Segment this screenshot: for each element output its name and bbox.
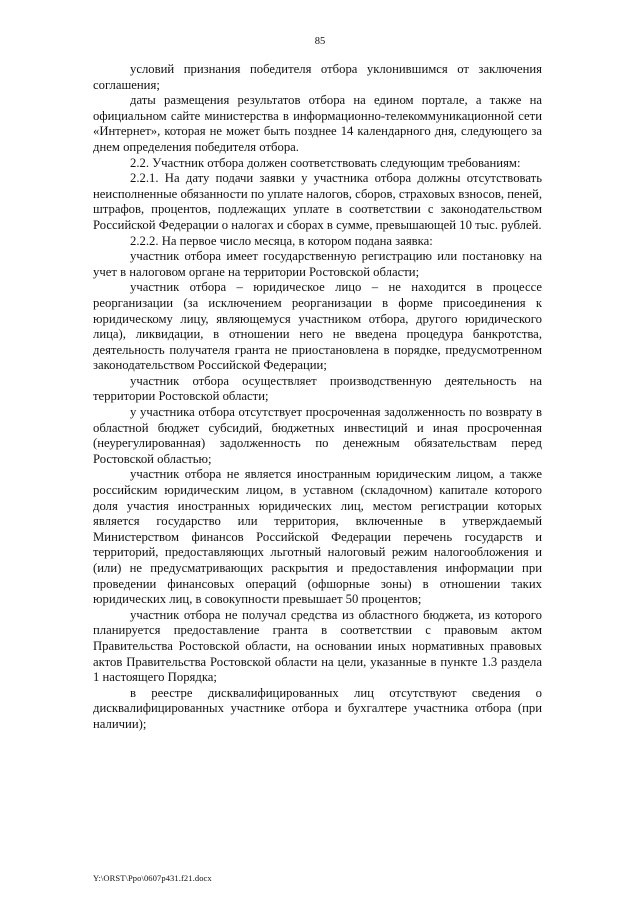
paragraph: 2.2.2. На первое число месяца, в котором подана заявка: xyxy=(130,233,433,248)
paragraph: участник отбора имеет государственную регистрацию или постановку на учет в налоговом органе на территории Ростовской области; xyxy=(93,249,542,279)
paragraph: у участника отбора отсутствует просроченная задолженность по возврату в областной бюджет субсидий, бюджетных инвестиций и иная просроченная (неурегулированная) задолженность по денежным обязательствам перед Ростовской областью; xyxy=(93,405,542,466)
paragraph: условий признания победителя отбора уклонившимся от заключения соглашения; xyxy=(93,62,542,92)
paragraph: участник отбора не является иностранным юридическим лицом, а также российским юридическим лицом, в уставном (складочном) капитале которого доля участия иностранных юридических лиц, местом регистрации которых является государство или территория, включенные в утверждаемый Министерством финансов Российской Федерации перечень государств и территорий, предоставляющих льготный налоговый режим налогообложения и (или) не предусматривающих раскрытия и предоставления информации при проведении финансовых операций (офшорные зоны) в отношении таких юридических лиц, в совокупности превышает 50 процентов; xyxy=(93,467,542,607)
paragraph: участник отбора – юридическое лицо – не находится в процессе реорганизации (за исключением реорганизации в форме присоединения к юридическому лицу, являющемуся участником отбора, другого юридического лица), ликвидации, в отношении него не введена процедура банкротства, деятельность получателя гранта не приостановлена в порядке, предусмотренном законодательством Российской Федерации; xyxy=(93,280,542,373)
paragraph: даты размещения результатов отбора на едином портале, а также на официальном сайте министерства в информационно-телекоммуникационной сети «Интернет», которая не может быть позднее 14 календарного дня, следующего за днем определения победителя отбора. xyxy=(93,93,542,154)
paragraph: участник отбора не получал средства из областного бюджета, из которого планируется предоставление гранта в соответствии с правовым актом Правительства Ростовской области, на основании иных нормативных правовых актов Правительства Ростовской области на цели, указанные в пункте 1.3 раздела 1 настоящего Порядка; xyxy=(93,607,542,685)
paragraph: 2.2.1. На дату подачи заявки у участника отбора должны отсутствовать неисполненные обязанности по уплате налогов, сборов, страховых взносов, пеней, штрафов, процентов, подлежащих уплате в соответствии с законодательством Российской Федерации о налогах и сборах в сумме, превышающей 10 тыс. рублей. xyxy=(93,171,542,232)
paragraph: в реестре дисквалифицированных лиц отсутствуют сведения о дисквалифицированных участнике отбора и бухгалтере участника отбора (при наличии); xyxy=(93,685,542,731)
paragraph: участник отбора осуществляет производственную деятельность на территории Ростовской области; xyxy=(93,373,542,404)
page-number: 85 xyxy=(314,36,326,47)
document-body xyxy=(93,62,542,733)
footer-file-path: Y:\ORST\Ppo\0607p431.f21.docx xyxy=(93,873,212,883)
paragraph: 2.2. Участник отбора должен соответствовать следующим требованиям: xyxy=(130,155,521,170)
